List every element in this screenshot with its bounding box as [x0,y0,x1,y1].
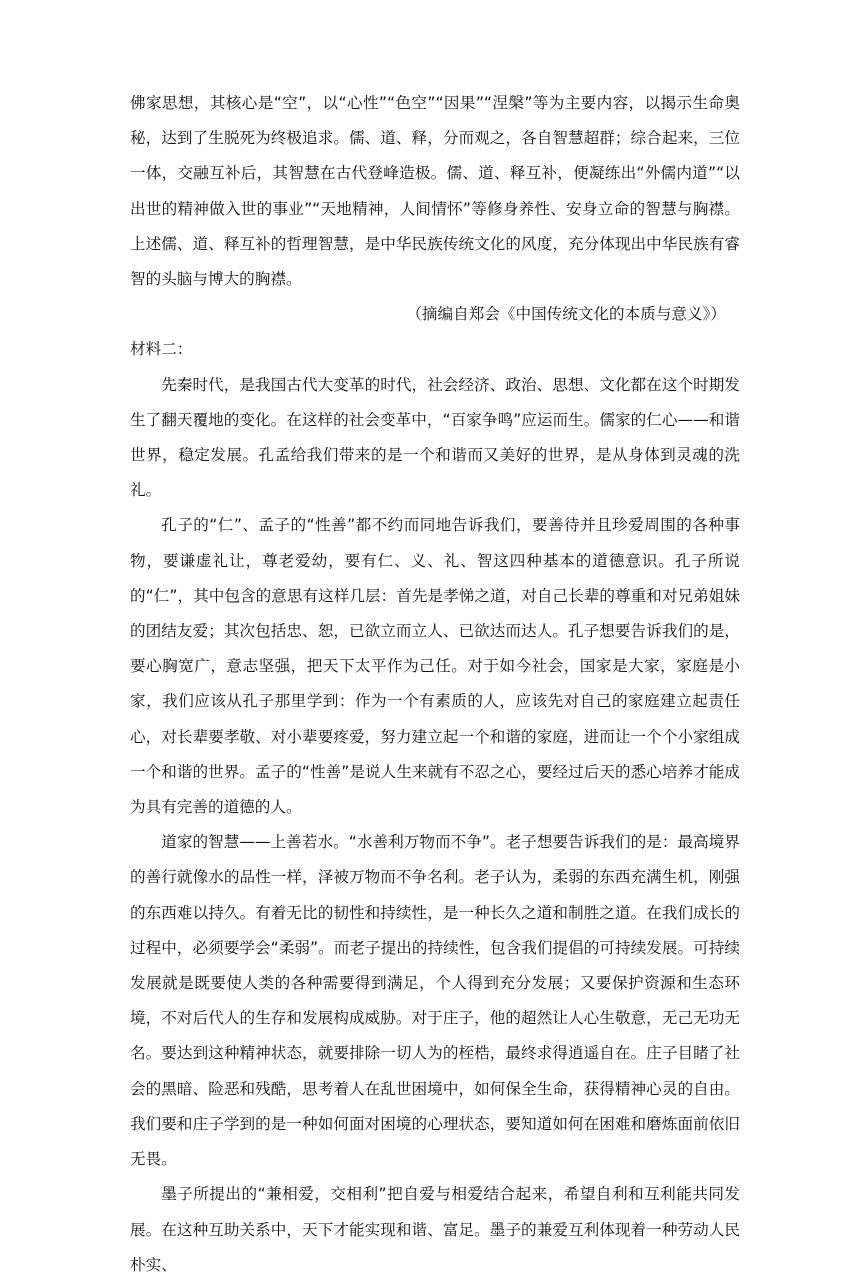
source-citation: （摘编自郑会《中国传统文化的本质与意义》） [406,305,726,324]
paragraph-pre-qin: 先秦时代，是我国古代大变革的时代，社会经济、政治、思想、文化都在这个时期发生了翻天覆地的变化。在这样的社会变革中，“百家争鸣”应运而生。儒家的仁心——和谐世界，稳定发展。孔孟给我们带来的是一个和谐而又美好的世界，是从身体到灵魂的洗礼。 [130,375,740,500]
paragraph-mozi: 墨子所提出的“兼相爱，交相利”把自爱与相爱结合起来，希望自利和互利能共同发展。在这种互助关系中，天下才能实现和谐、富足。墨子的兼爱互利体现着一种劳动人民朴实、 [130,1185,740,1274]
material-two-heading: 材料二： [130,340,193,359]
document-page [130,86,740,1283]
paragraph-confucius: 孔子的“仁”、孟子的“性善”都不约而同地告诉我们，要善待并且珍爱周围的各种事物，要谦虚礼让，尊老爱幼，要有仁、义、礼、智这四种基本的道德意识。孔子所说的“仁”，其中包含的意思有这样几层：首先是孝悌之道，对自己长辈的尊重和对兄弟姐妹的团结友爱；其次包括忠、恕，已欲立而立人、已欲达而达人。孔子想要告诉我们的是，要心胸宽广，意志坚强，把天下太平作为己任。对于如今社会，国家是大家，家庭是小家，我们应该从孔子那里学到：作为一个有素质的人，应该先对自己的家庭建立起责任心，对长辈要孝敬、对小辈要疼爱，努力建立起一个和谐的家庭，进而让一个个小家组成一个和谐的世界。孟子的“性善”是说人生来就有不忍之心，要经过后天的悉心培养才能成为具有完善的道德的人。 [130,516,740,817]
paragraph-taoism: 道家的智慧——上善若水。“水善利万物而不争”。老子想要告诉我们的是：最高境界的善行就像水的品性一样，泽被万物而不争名利。老子认为，柔弱的东西充满生机，刚强的东西难以持久。有着无比的韧性和持续性，是一种长久之道和制胜之道。在我们成长的过程中，必须要学会“柔弱”。而老子提出的持续性，包含我们提倡的可持续发展。可持续发展就是既要使人类的各种需要得到满足，个人得到充分发展；又要保护资源和生态环境，不对后代人的生存和发展构成威胁。对于庄子，他的超然让人心生敬意，无己无功无名。要达到这种精神状态，就要排除一切人为的桎梏，最终求得逍遥自在。庄子目睹了社会的黑暗、险恶和残酷，思考着人在乱世困境中，如何保全生命，获得精神心灵的自由。我们要和庄子学到的是一种如何面对困境的心理状态，要知道如何在困难和磨炼面前依旧无畏。 [130,833,740,1169]
paragraph-buddhism: 佛家思想，其核心是“空”，以“心性”“色空”“因果”“涅槃”等为主要内容，以揭示生命奥秘，达到了生脱死为终极追求。儒、道、释，分而观之，各自智慧超群；综合起来，三位一体，交融互补后，其智慧在古代登峰造极。儒、道、释互补，便凝练出“外儒内道”“以出世的精神做入世的事业”“天地精神，人间情怀”等修身养性、安身立命的智慧与胸襟。上述儒、道、释互补的哲理智慧，是中华民族传统文化的风度，充分体现出中华民族有睿智的头脑与博大的胸襟。 [130,94,740,289]
